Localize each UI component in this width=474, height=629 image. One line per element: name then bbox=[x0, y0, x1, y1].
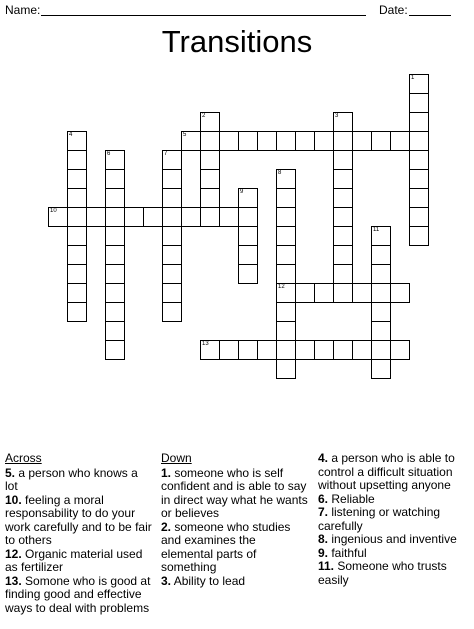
down-clues-col-1 bbox=[161, 452, 311, 588]
grid-cell[interactable] bbox=[333, 226, 353, 246]
grid-cell[interactable] bbox=[48, 207, 68, 227]
cell-number: 3 bbox=[335, 113, 339, 119]
grid-cell[interactable] bbox=[67, 207, 87, 227]
grid-cell[interactable] bbox=[143, 207, 163, 227]
clue-number: 12. bbox=[5, 546, 22, 561]
clue-item bbox=[318, 452, 470, 493]
grid-cell[interactable] bbox=[181, 207, 201, 227]
grid-cell[interactable] bbox=[409, 169, 429, 189]
grid-cell[interactable] bbox=[257, 340, 277, 360]
down-clue-list-1 bbox=[161, 467, 311, 589]
cell-number: 9 bbox=[240, 189, 244, 195]
clue-number: 13. bbox=[5, 573, 22, 588]
clue-text: feeling a moral responsability to do your work carefully and to be fair to others bbox=[5, 492, 152, 547]
grid-cell[interactable] bbox=[200, 112, 220, 132]
clue-item bbox=[5, 575, 153, 616]
grid-cell[interactable] bbox=[200, 207, 220, 227]
grid-cell[interactable] bbox=[105, 321, 125, 341]
grid-cell[interactable] bbox=[314, 283, 334, 303]
clue-number: 6. bbox=[318, 491, 329, 506]
grid-cell[interactable] bbox=[105, 226, 125, 246]
grid-cell[interactable] bbox=[409, 226, 429, 246]
grid-cell[interactable] bbox=[333, 245, 353, 265]
grid-cell[interactable] bbox=[276, 340, 296, 360]
grid-cell[interactable] bbox=[352, 340, 372, 360]
grid-cell[interactable] bbox=[200, 150, 220, 170]
clue-item bbox=[161, 575, 311, 589]
clue-text: a person who is able to control a difficult situation without upsetting anyone bbox=[318, 451, 455, 492]
grid-cell[interactable] bbox=[333, 264, 353, 284]
cell-number: 7 bbox=[164, 151, 168, 157]
grid-cell[interactable] bbox=[86, 207, 106, 227]
cell-number: 11 bbox=[373, 227, 380, 233]
grid-cell[interactable] bbox=[352, 131, 372, 151]
grid-cell[interactable] bbox=[200, 340, 220, 360]
clue-number: 8. bbox=[318, 532, 329, 546]
grid-cell[interactable] bbox=[333, 112, 353, 132]
grid-cell[interactable] bbox=[67, 169, 87, 189]
grid-cell[interactable] bbox=[238, 207, 258, 227]
grid-cell[interactable] bbox=[276, 245, 296, 265]
grid-cell[interactable] bbox=[371, 283, 391, 303]
grid-cell[interactable] bbox=[333, 340, 353, 360]
grid-cell[interactable] bbox=[162, 207, 182, 227]
grid-cell[interactable] bbox=[371, 321, 391, 341]
cell-number: 10 bbox=[50, 208, 57, 214]
grid-cell[interactable] bbox=[238, 131, 258, 151]
grid-cell[interactable] bbox=[105, 264, 125, 284]
grid-cell[interactable] bbox=[238, 245, 258, 265]
clue-number: 10. bbox=[5, 492, 22, 507]
grid-cell[interactable] bbox=[371, 226, 391, 246]
grid-cell[interactable] bbox=[409, 74, 429, 94]
grid-cell[interactable] bbox=[200, 131, 220, 151]
page-title: Transitions bbox=[161, 24, 313, 59]
grid-cell[interactable] bbox=[105, 150, 125, 170]
grid-cell[interactable] bbox=[390, 340, 410, 360]
grid-cell[interactable] bbox=[371, 264, 391, 284]
grid-cell[interactable] bbox=[105, 302, 125, 322]
clue-item bbox=[5, 548, 153, 575]
grid-cell[interactable] bbox=[67, 302, 87, 322]
grid-cell[interactable] bbox=[295, 131, 315, 151]
grid-cell[interactable] bbox=[333, 207, 353, 227]
grid-cell[interactable] bbox=[238, 340, 258, 360]
across-clue-list bbox=[5, 467, 153, 616]
date-field[interactable] bbox=[409, 15, 451, 16]
grid-cell[interactable] bbox=[333, 169, 353, 189]
grid-cell[interactable] bbox=[219, 207, 239, 227]
grid-cell[interactable] bbox=[162, 169, 182, 189]
grid-cell[interactable] bbox=[219, 131, 239, 151]
clue-item bbox=[5, 467, 153, 494]
grid-cell[interactable] bbox=[105, 283, 125, 303]
grid-cell[interactable] bbox=[219, 340, 239, 360]
cell-number: 12 bbox=[278, 284, 285, 290]
cell-number: 2 bbox=[202, 113, 206, 119]
across-clues bbox=[5, 452, 153, 615]
down-heading: Down bbox=[161, 451, 192, 465]
down-clue-list-2 bbox=[318, 452, 470, 587]
grid-cell[interactable] bbox=[67, 264, 87, 284]
grid-cell[interactable] bbox=[390, 131, 410, 151]
clue-number: 2. bbox=[161, 519, 172, 534]
grid-cell[interactable] bbox=[295, 283, 315, 303]
clue-text: faithful bbox=[328, 545, 367, 560]
grid-cell[interactable] bbox=[67, 131, 87, 151]
grid-cell[interactable] bbox=[371, 302, 391, 322]
grid-cell[interactable] bbox=[333, 150, 353, 170]
clue-number: 7. bbox=[318, 505, 329, 519]
grid-cell[interactable] bbox=[333, 188, 353, 208]
across-heading: Across bbox=[5, 451, 42, 465]
grid-cell[interactable] bbox=[238, 264, 258, 284]
cell-number: 13 bbox=[202, 341, 209, 347]
grid-cell[interactable] bbox=[409, 188, 429, 208]
grid-cell[interactable] bbox=[276, 226, 296, 246]
grid-cell[interactable] bbox=[124, 207, 144, 227]
cell-number: 8 bbox=[278, 170, 282, 176]
grid-cell[interactable] bbox=[200, 169, 220, 189]
grid-cell[interactable] bbox=[295, 340, 315, 360]
clue-item bbox=[161, 467, 311, 521]
clue-text: Someone who trusts easily bbox=[318, 559, 447, 587]
grid-cell[interactable] bbox=[352, 283, 372, 303]
grid-cell[interactable] bbox=[390, 283, 410, 303]
grid-cell[interactable] bbox=[105, 188, 125, 208]
grid-cell[interactable] bbox=[371, 131, 391, 151]
grid-cell[interactable] bbox=[67, 283, 87, 303]
grid-cell[interactable] bbox=[276, 131, 296, 151]
grid-cell[interactable] bbox=[276, 264, 296, 284]
down-clues-col-2 bbox=[318, 452, 470, 587]
date-label: Date: bbox=[379, 3, 408, 17]
cell-number: 5 bbox=[183, 132, 187, 138]
clue-number: 5. bbox=[5, 465, 16, 480]
grid-cell[interactable] bbox=[314, 131, 334, 151]
name-field[interactable] bbox=[41, 15, 366, 16]
grid-cell[interactable] bbox=[314, 340, 334, 360]
clue-text: someone who is self confident and is able to say in direct way what he wants or believes bbox=[161, 465, 308, 520]
grid-cell[interactable] bbox=[67, 226, 87, 246]
grid-cell[interactable] bbox=[276, 359, 296, 379]
clue-item bbox=[318, 493, 470, 507]
clue-number: 1. bbox=[161, 465, 172, 480]
grid-cell[interactable] bbox=[162, 283, 182, 303]
grid-cell[interactable] bbox=[409, 93, 429, 113]
cell-number: 1 bbox=[411, 75, 415, 81]
grid-cell[interactable] bbox=[276, 321, 296, 341]
clue-text: a person who knows a lot bbox=[5, 465, 138, 493]
clue-text: Ability to lead bbox=[171, 573, 246, 588]
clue-text: Somone who is good at finding good and effective ways to deal with problems bbox=[5, 573, 151, 615]
grid-cell[interactable] bbox=[238, 188, 258, 208]
clue-item bbox=[161, 521, 311, 575]
grid-cell[interactable] bbox=[67, 150, 87, 170]
grid-cell[interactable] bbox=[409, 150, 429, 170]
grid-cell[interactable] bbox=[276, 169, 296, 189]
grid-cell[interactable] bbox=[105, 169, 125, 189]
grid-cell[interactable] bbox=[276, 207, 296, 227]
grid-cell[interactable] bbox=[162, 245, 182, 265]
clue-item bbox=[318, 533, 470, 547]
clue-item bbox=[318, 547, 470, 561]
grid-cell[interactable] bbox=[105, 207, 125, 227]
grid-cell[interactable] bbox=[276, 188, 296, 208]
grid-cell[interactable] bbox=[162, 150, 182, 170]
clue-text: listening or watching carefully bbox=[318, 505, 441, 533]
grid-cell[interactable] bbox=[162, 302, 182, 322]
grid-cell[interactable] bbox=[238, 226, 258, 246]
grid-cell[interactable] bbox=[181, 131, 201, 151]
grid-cell[interactable] bbox=[200, 188, 220, 208]
cell-number: 6 bbox=[107, 151, 111, 157]
grid-cell[interactable] bbox=[105, 340, 125, 360]
grid-cell[interactable] bbox=[257, 131, 277, 151]
grid-cell[interactable] bbox=[409, 112, 429, 132]
grid-cell[interactable] bbox=[333, 131, 353, 151]
clue-text: Organic material used as fertilizer bbox=[5, 546, 143, 574]
clue-number: 3. bbox=[161, 573, 172, 588]
grid-cell[interactable] bbox=[105, 245, 125, 265]
clue-number: 11. bbox=[318, 559, 335, 573]
grid-cell[interactable] bbox=[67, 188, 87, 208]
grid-cell[interactable] bbox=[333, 283, 353, 303]
grid-cell[interactable] bbox=[276, 283, 296, 303]
grid-cell[interactable] bbox=[162, 226, 182, 246]
cell-number: 4 bbox=[69, 132, 73, 138]
clue-number: 9. bbox=[318, 545, 329, 560]
clue-item bbox=[318, 560, 470, 587]
grid-cell[interactable] bbox=[409, 207, 429, 227]
name-label: Name: bbox=[5, 3, 41, 17]
grid-cell[interactable] bbox=[371, 340, 391, 360]
grid-cell[interactable] bbox=[371, 359, 391, 379]
grid-cell[interactable] bbox=[276, 302, 296, 322]
clue-item bbox=[5, 494, 153, 548]
clue-number: 4. bbox=[318, 451, 329, 465]
clue-text: someone who studies and examines the elemental parts of something bbox=[161, 519, 291, 574]
clue-text: ingenious and inventive bbox=[328, 532, 457, 546]
grid-cell[interactable] bbox=[67, 245, 87, 265]
clue-text: Reliable bbox=[328, 491, 375, 506]
grid-cell[interactable] bbox=[371, 245, 391, 265]
clue-item bbox=[318, 506, 470, 533]
grid-cell[interactable] bbox=[162, 264, 182, 284]
grid-cell[interactable] bbox=[162, 188, 182, 208]
grid-cell[interactable] bbox=[409, 131, 429, 151]
